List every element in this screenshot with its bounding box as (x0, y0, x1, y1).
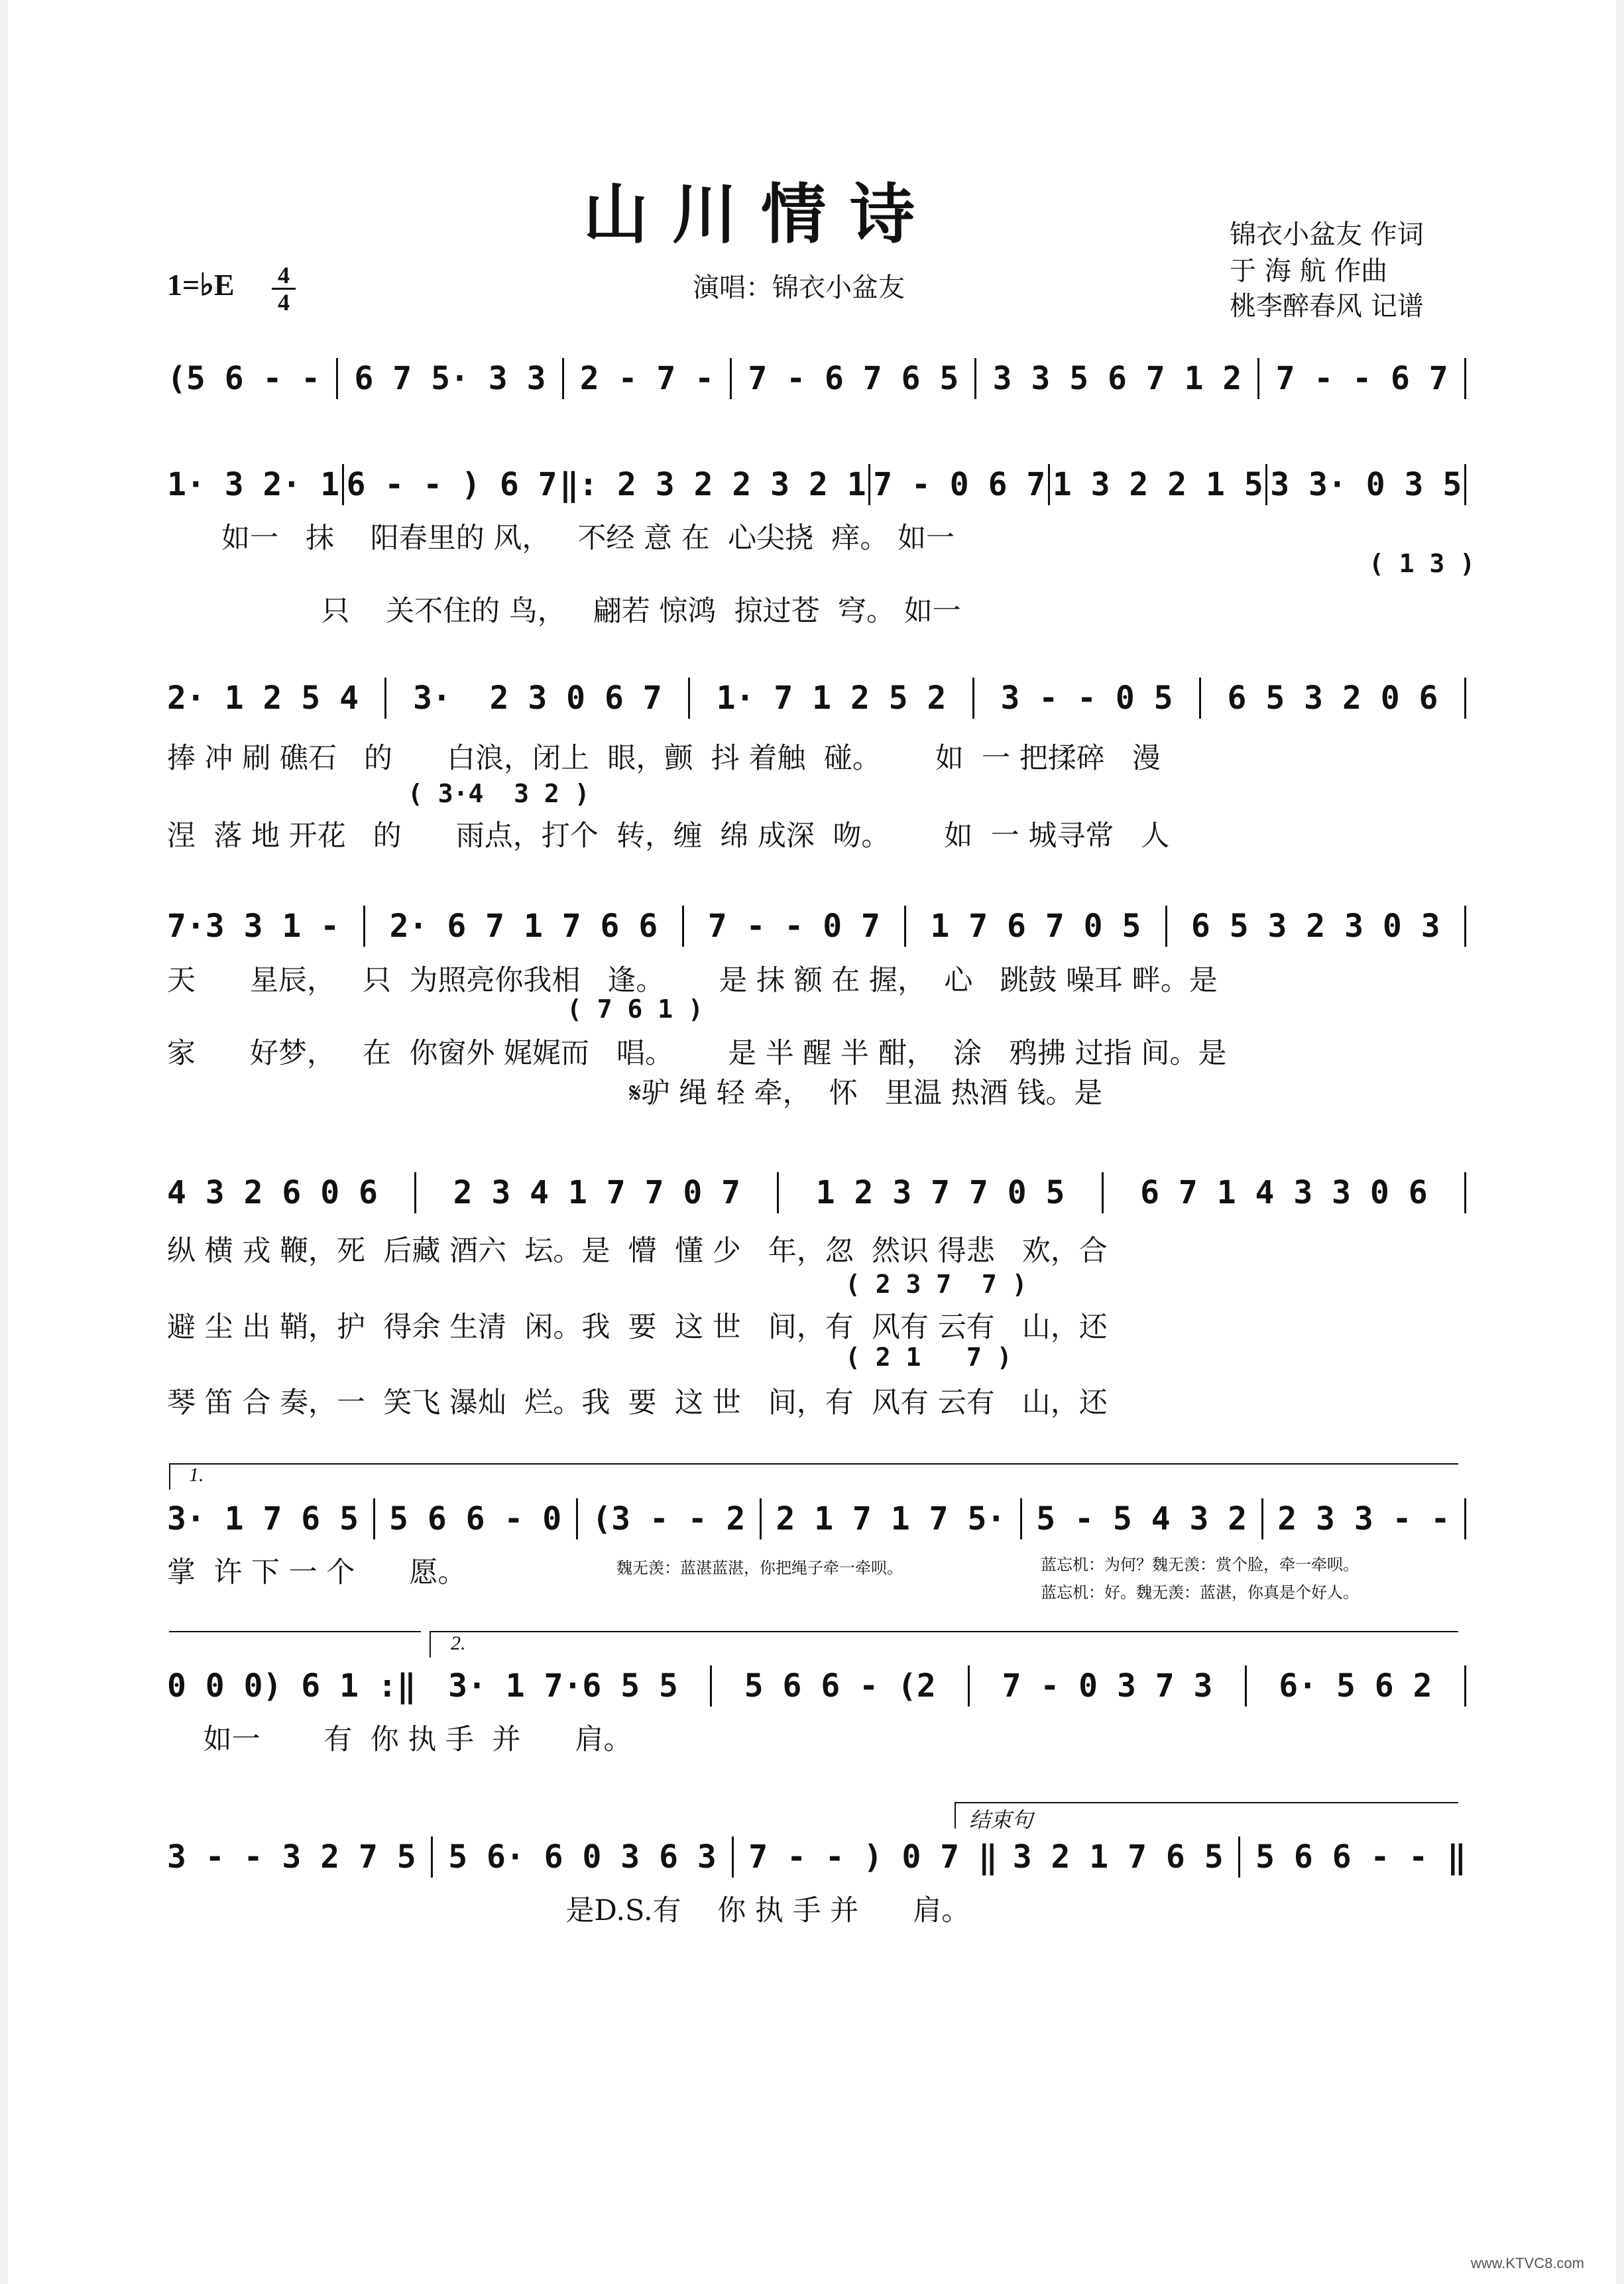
lyric-line: 琴 笛 合 奏，一 笑飞 瀑灿 烂。我 要 这 世 间，有 风有 云有 山，还 (167, 1386, 1108, 1419)
barline (1261, 1498, 1263, 1539)
lyric-line: 避 尘 出 鞘，护 得余 生清 闲。我 要 这 世 间，有 风有 云有 山，还 (167, 1311, 1108, 1344)
measure: 0 0 0) 6 1 :‖ (167, 1667, 416, 1705)
measure: 1· 7 1 2 5 2 (716, 680, 947, 717)
barline (1102, 1172, 1104, 1213)
barline (384, 678, 386, 719)
barline (414, 1172, 416, 1213)
barline (1238, 1836, 1240, 1878)
measure: 6 7 5· 3 3 (354, 360, 546, 397)
composer-credit: 于 海 航 作曲 (1230, 256, 1388, 286)
measure: 3 - - 0 5 (1000, 680, 1173, 717)
barline (1464, 1172, 1466, 1213)
measure: 5 6 6 - (2 (744, 1667, 936, 1705)
measure: 7 - - 0 7 (707, 908, 880, 945)
barline (1464, 358, 1466, 399)
barline (688, 678, 690, 719)
barline (1464, 464, 1466, 505)
measure: 6 5 3 2 3 0 3 (1190, 908, 1440, 945)
measure: 7 - - ) 0 7 ‖ (748, 1838, 998, 1876)
score-row-1 (167, 358, 1466, 399)
measure: 5 - 5 4 3 2 (1036, 1500, 1247, 1537)
barline (373, 1498, 375, 1539)
lyric-line: 如一 有 你 执 手 并 肩。 (167, 1723, 632, 1756)
lyric-line: 纵 横 戎 鞭，死 后藏 酒六 坛。是 懵 懂 少 年，忽 然识 得悲 欢，合 (167, 1234, 1108, 1268)
dialogue-line: 魏无羡：蓝湛蓝湛，你把绳子牵一牵呗。 (616, 1559, 903, 1577)
measure: 6 - - ) 6 7 (346, 466, 557, 503)
barline (431, 1836, 433, 1878)
coda-bracket-edge (955, 1802, 956, 1829)
alt-notes: ( 2 1 7 ) (845, 1343, 1012, 1372)
time-signature (272, 263, 296, 314)
volta-bracket-line (169, 1463, 1458, 1465)
transcriber-credit: 桃李醉春风 记谱 (1230, 291, 1424, 322)
lyric-line: 是D.S.有 你 执 手 并 肩。 (167, 1894, 970, 1927)
measure: 5 6 6 - - ‖ (1255, 1838, 1466, 1876)
dialogue-line: 蓝忘机：好。魏无羡：蓝湛，你真是个好人。 (1041, 1583, 1359, 1602)
measure: 2· 1 2 5 4 (167, 680, 359, 717)
barline (974, 358, 976, 399)
barline (1048, 464, 1050, 505)
score-row-8 (167, 1836, 1466, 1878)
site-watermark: www.KTVC8.com (1470, 2255, 1584, 2271)
right-margin-strip (1616, 0, 1624, 2284)
measure: 7 - 0 3 7 3 (1002, 1667, 1213, 1705)
volta-label: 1. (189, 1464, 204, 1486)
volta-bracket-edge (430, 1631, 431, 1657)
barline (1265, 464, 1267, 505)
measure: 7·3 3 1 - (167, 908, 340, 945)
measure: 1 2 3 7 7 0 5 (815, 1174, 1065, 1211)
barline (1257, 358, 1259, 399)
barline (1245, 1665, 1247, 1707)
score-row-2 (167, 464, 1466, 505)
barline (1464, 1498, 1466, 1539)
barline (730, 358, 732, 399)
left-margin-strip (0, 0, 8, 2284)
barline (562, 358, 564, 399)
volta-bracket-edge (169, 1463, 170, 1490)
measure: 2 1 7 1 7 5· (776, 1500, 1006, 1537)
measure: (5 6 - - (167, 360, 321, 397)
alt-notes: ( 2 3 7 7 ) (845, 1270, 1027, 1299)
measure: 5 6· 6 0 3 6 3 (448, 1838, 717, 1876)
song-title: 山川情诗 (583, 176, 939, 253)
measure: 7 - - 6 7 (1275, 360, 1448, 397)
barline (777, 1172, 779, 1213)
key-signature: 1=♭E (167, 268, 235, 302)
measure: 3· 2 3 0 6 7 (412, 680, 662, 717)
barline (1464, 906, 1466, 947)
measure: 7 - 6 7 6 5 (748, 360, 959, 397)
volta-bracket-line (430, 1631, 1458, 1632)
lyric-line: 如一 抹 阳春里的 风， 不经 意 在 心尖挠 痒。 如一 (167, 522, 955, 555)
barline (363, 906, 365, 947)
barline (732, 1836, 734, 1878)
measure: 6· 5 6 2 (1279, 1667, 1432, 1705)
measure: 3· 1 7 6 5 (167, 1500, 359, 1537)
measure: 3· 1 7·6 5 5 (448, 1667, 678, 1705)
section-line (169, 1631, 421, 1632)
score-row-7 (167, 1665, 1466, 1707)
score-row-6 (167, 1498, 1466, 1539)
measure: 5 6 6 - 0 (389, 1500, 562, 1537)
volta-label: 2. (451, 1632, 466, 1654)
lyric-line: 天 星辰， 只 为照亮你我相 逢。 是 抹 额 在 握， 心 跳鼓 噪耳 畔。是 (167, 964, 1218, 997)
barline (1165, 906, 1167, 947)
lyricist-credit: 锦衣小盆友 作词 (1230, 219, 1424, 250)
measure: 2· 6 7 1 7 6 6 (389, 908, 658, 945)
measure: 1 3 2 2 1 5 (1052, 466, 1263, 503)
measure: 7 - 0 6 7 (873, 466, 1046, 503)
barline (904, 906, 906, 947)
barline (682, 906, 684, 947)
score-row-3 (167, 678, 1466, 719)
measure: (3 - - 2 (592, 1500, 746, 1537)
measure: 4 3 2 6 0 6 (167, 1174, 378, 1211)
lyric-line: 捧 冲 刷 礁石 的 白浪，闭上 眼，颤 抖 着触 碰。 如 一 把揉碎 漫 (167, 742, 1161, 775)
measure: 1· 3 2· 1 (167, 466, 340, 503)
barline (968, 1665, 970, 1707)
lyric-line: 涅 落 地 开花 的 雨点，打个 转，缠 绵 成深 吻。 如 一 城寻常 人 (167, 819, 1170, 853)
measure: 2 3 3 - - (1277, 1500, 1450, 1537)
alt-notes: ( 1 3 ) (1369, 549, 1476, 578)
measure: 3 - - 3 2 7 5 (167, 1838, 416, 1876)
measure: 2 - 7 - (579, 360, 715, 397)
barline (1199, 678, 1201, 719)
measure: 6 7 1 4 3 3 0 6 (1140, 1174, 1428, 1211)
barline (1464, 1665, 1466, 1707)
dialogue-line: 蓝忘机：为何？魏无羡：赏个脸，牵一牵呗。 (1041, 1555, 1359, 1574)
measure: 2 3 4 1 7 7 0 7 (453, 1174, 741, 1211)
time-signature-top: 4 (278, 262, 290, 288)
barline (1020, 1498, 1022, 1539)
barline (336, 358, 338, 399)
time-signature-bottom: 4 (278, 289, 290, 316)
barline (342, 464, 344, 505)
alt-notes: ( 7 6 1 ) (567, 994, 703, 1024)
measure: ‖: 2 3 2 2 3 2 1 (559, 466, 866, 503)
barline (710, 1665, 712, 1707)
score-row-4 (167, 906, 1466, 947)
measure: 3 3· 0 3 5 (1270, 466, 1462, 503)
lyric-line: 掌 许 下 一 个 愿。 (167, 1556, 467, 1589)
lyric-line: 𝄋驴 绳 轻 牵， 怀 里温 热酒 钱。是 (167, 1077, 1103, 1110)
barline (972, 678, 974, 719)
lyric-line: 只 关不住的 鸟， 翩若 惊鸿 掠过苍 穹。 如一 (167, 595, 961, 628)
lyric-line: 家 好梦， 在 你窗外 娓娓而 唱。 是 半 醒 半 酣， 涂 鸦拂 过指 间。是 (167, 1037, 1227, 1070)
barline (868, 464, 870, 505)
measure: 3 2 1 7 6 5 (1012, 1838, 1224, 1876)
barline (760, 1498, 762, 1539)
alt-notes: ( 3·4 3 2 ) (408, 779, 590, 808)
score-row-5 (167, 1172, 1466, 1213)
barline (1464, 678, 1466, 719)
barline (576, 1498, 578, 1539)
measure: 3 3 5 6 7 1 2 (992, 360, 1242, 397)
measure: 6 5 3 2 0 6 (1227, 680, 1438, 717)
singer-credit: 演唱：锦衣小盆友 (693, 272, 905, 303)
measure: 1 7 6 7 0 5 (930, 908, 1141, 945)
ending-label: 结束句 (969, 1807, 1033, 1833)
